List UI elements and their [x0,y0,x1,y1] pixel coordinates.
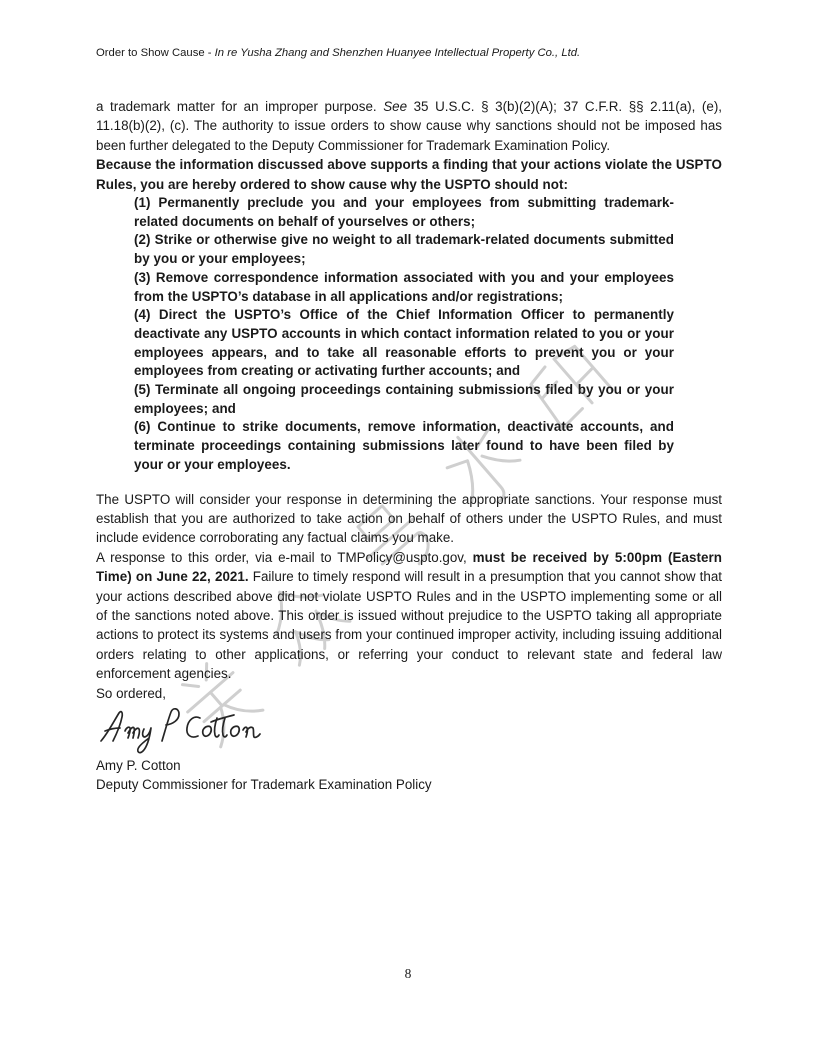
para1-continuation: 35 U.S.C. § 3(b)(2)(A); 37 C.F.R. §§ 2.11(a), (e), 11.18(b)(2), (c). The authority to issue orders to show cause why sanctions should not be imposed has been further delegated to the Deputy Commissioner for Trademark Examination Policy. [96,99,722,153]
para4-lead: A response to this order, via e-mail to TMPolicy@uspto.gov, [96,549,473,565]
page-number: 8 [404,966,412,981]
sanction-item-4: (4) Direct the USPTO’s Office of the Chief Information Officer to permanently deactivate any USPTO accounts in which contact information related to you or your employees appears, and to take all reasonable efforts to prevent you or your employees from creating or activating further accounts; and [134,307,674,379]
sanction-item-2: (2) Strike or otherwise give no weight to all trademark-related documents submitted by you or your employees; [134,232,674,267]
sanction-item-3: (3) Remove correspondence information associated with you and your employees from the USPTO’s database in all applications and/or registrations; [134,269,674,304]
signature-image [98,705,266,755]
sanction-item-1: (1) Permanently preclude you and your employees from submitting trademark-related documents on behalf of yourselves or others; [134,195,674,229]
paragraph-authority [96,97,722,155]
document-body [96,97,722,795]
sanction-item-5: (5) Terminate all ongoing proceedings containing submissions filed by you or your employees; and [134,382,674,416]
para1-see: See [383,99,408,114]
paragraph-response-deadline [96,548,722,684]
signatory-name: Amy P. Cotton [96,758,181,774]
header-case-name: In re Yusha Zhang and Shenzhen Huanyee Intellectual Property Co., Ltd. [214,47,581,59]
paragraph-order-to-show-cause: Because the information discussed above supports a finding that your actions violate the USPTO Rules, you are hereby ordered to show cause why the USPTO should not: [96,157,722,192]
para4-continuation: Failure to timely respond will result in a presumption that you cannot show that your actions described above did not violate USPTO Rules and in the USPTO implementing some or all of the sanctions noted above. This order is issued without prejudice to the USPTO taking all appropriate actions to protect its systems and users from your continued improper activity, including issuing additional orders relating to other applications, or referring your conduct to relevant state and federal law enforcement agencies. [96,569,722,682]
running-header [96,46,724,60]
header-prefix: Order to Show Cause - [96,47,215,59]
paragraph-response-consideration: The USPTO will consider your response in determining the appropriate sanctions. Your response must establish that you are authorized to take action on behalf of others under the USPTO Rules, and must include evidence corroborating any factual claims you make. [96,491,722,546]
sanctions-list [134,194,674,475]
para4-deadline-bold: must be received by 5:00pm (Eastern Time) on June 22, 2021. [96,549,722,585]
signatory-title: Deputy Commissioner for Trademark Examination Policy [96,777,432,793]
sanction-item-6: (6) Continue to strike documents, remove information, deactivate accounts, and terminate proceedings containing submissions later found to have been filed by your or your employees. [134,419,674,472]
para1-text: a trademark matter for an improper purpose. [96,99,384,114]
closing-line: So ordered, [96,685,166,701]
